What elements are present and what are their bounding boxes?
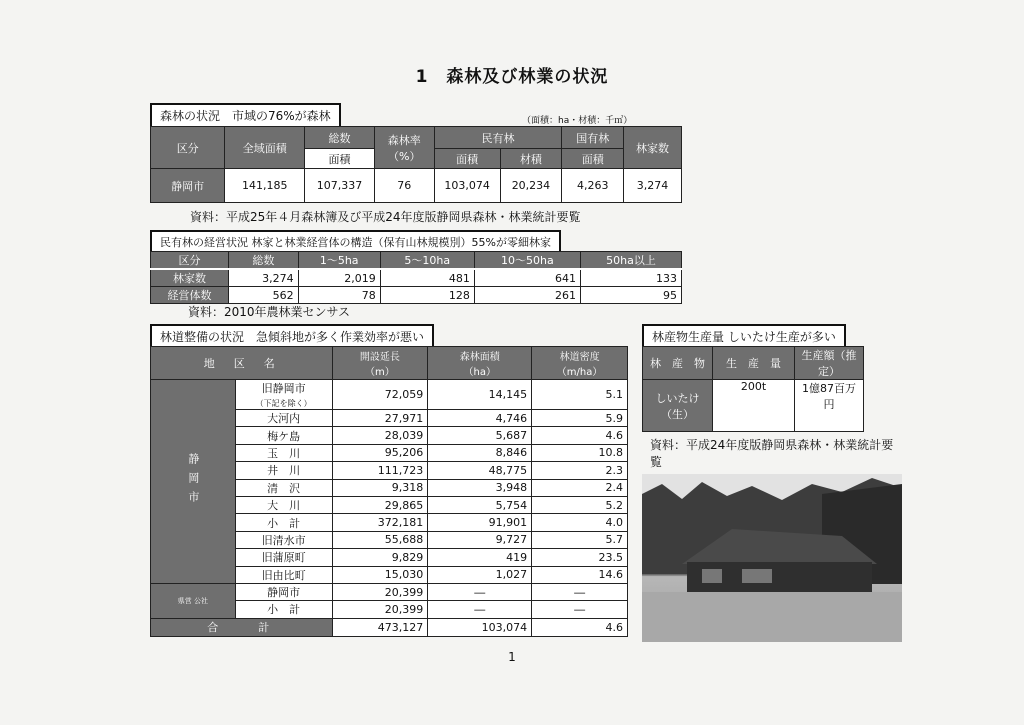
roads-cell-density: 4.6	[532, 427, 628, 444]
mgmt-hdr: 50ha以上	[580, 252, 681, 270]
roads-district-name: 旧静岡市 （下記を除く）	[235, 380, 332, 410]
roads-cell-area: 4,746	[428, 410, 532, 427]
roads-total-density: 4.6	[532, 618, 628, 636]
roads-district-name: 清 沢	[235, 479, 332, 496]
roads-cell-length: 95,206	[332, 444, 428, 461]
roads-cell-length: 72,059	[332, 380, 428, 410]
cell-private-area: 103,074	[434, 169, 500, 203]
roads-hdr-area: 森林面積 （ha）	[428, 347, 532, 380]
roads-cell-area: 9,727	[428, 531, 532, 548]
hdr-private: 民有林	[434, 127, 562, 149]
mgmt-hdr: 区分	[151, 252, 229, 270]
roads-district-name: 小 計	[235, 514, 332, 531]
hdr-total-area: 全域面積	[225, 127, 305, 169]
hdr-total-area-sub: 面積	[305, 149, 375, 169]
roads-cell-area: 1,027	[428, 566, 532, 583]
mgmt-hdr: 1～5ha	[298, 252, 380, 270]
roads-hdr-length: 開設延長 （m）	[332, 347, 428, 380]
roads-table	[150, 346, 628, 637]
roads-district-name: 旧清水市	[235, 531, 332, 548]
mgmt-cell: 261	[474, 287, 580, 304]
hdr-households: 林家数	[624, 127, 682, 169]
mgmt-cell: 78	[298, 287, 380, 304]
management-table	[150, 251, 682, 304]
mgmt-cell: 133	[580, 269, 681, 287]
roads-total-area: 103,074	[428, 618, 532, 636]
roads-cell-density: 5.9	[532, 410, 628, 427]
roads-cell-length: 55,688	[332, 531, 428, 548]
mgmt-hdr: 総数	[229, 252, 299, 270]
roads-total-length: 473,127	[332, 618, 428, 636]
hdr-private-volume: 材積	[500, 149, 562, 169]
mgmt-row-label: 林家数	[151, 269, 229, 287]
roads-cell-density: 10.8	[532, 444, 628, 461]
mgmt-cell: 3,274	[229, 269, 299, 287]
hdr-forest-rate: 森林率 （%）	[374, 127, 434, 169]
mgmt-cell: 562	[229, 287, 299, 304]
prod-hdr-value: 生産額（推定）	[795, 347, 864, 380]
roads-district-name: 小 計	[235, 601, 332, 618]
roads-group-other: 県営 公社	[151, 583, 236, 618]
products-source: 資料：平成24年度版静岡県森林・林業統計要覧	[650, 438, 894, 469]
roads-cell-density: 5.7	[532, 531, 628, 548]
page-number: 1	[508, 650, 516, 664]
roads-cell-area: 3,948	[428, 479, 532, 496]
roads-cell-area: 5,687	[428, 427, 532, 444]
roads-cell-length: 20,399	[332, 583, 428, 600]
roads-cell-density: 5.2	[532, 496, 628, 513]
photo-illustration	[642, 474, 902, 642]
prod-volume: 200t	[713, 380, 795, 432]
cell-private-volume: 20,234	[500, 169, 562, 203]
products-caption: 林産物生産量 しいたけ生産が多い	[642, 324, 846, 349]
roads-cell-area: 8,846	[428, 444, 532, 461]
roads-district-name: 玉 川	[235, 444, 332, 461]
roads-cell-area: 5,754	[428, 496, 532, 513]
forest-building-photo	[642, 474, 902, 642]
roads-cell-density: 2.3	[532, 462, 628, 479]
roads-total-label: 合 計	[151, 618, 333, 636]
forest-status-source: 資料：平成25年４月森林簿及び平成24年度版静岡県森林・林業統計要覧	[190, 210, 581, 224]
roads-cell-length: 372,181	[332, 514, 428, 531]
roads-cell-density: 23.5	[532, 549, 628, 566]
roads-district-name: 旧蒲原町	[235, 549, 332, 566]
mgmt-row-label: 経営体数	[151, 287, 229, 304]
management-caption: 民有林の経営状況 林家と林業経営体の構造（保有山林規模別）55%が零細林家	[150, 230, 561, 254]
roads-cell-area: ―	[428, 583, 532, 600]
mgmt-cell: 2,019	[298, 269, 380, 287]
management-source: 資料：2010年農林業センサス	[188, 305, 351, 319]
roads-cell-length: 28,039	[332, 427, 428, 444]
cell-total-area: 141,185	[225, 169, 305, 203]
roads-cell-length: 29,865	[332, 496, 428, 513]
hdr-national: 国有林	[562, 127, 624, 149]
roads-group-shizuoka: 静岡市	[151, 380, 236, 584]
roads-cell-density: ―	[532, 601, 628, 618]
prod-name: しいたけ（生）	[643, 380, 713, 432]
roads-cell-density: 2.4	[532, 479, 628, 496]
roads-district-name: 梅ケ島	[235, 427, 332, 444]
roads-cell-length: 111,723	[332, 462, 428, 479]
roads-hdr-density: 林道密度 （m/ha）	[532, 347, 628, 380]
roads-cell-area: 419	[428, 549, 532, 566]
roads-district-name: 旧由比町	[235, 566, 332, 583]
hdr-national-area: 面積	[562, 149, 624, 169]
roads-cell-length: 9,829	[332, 549, 428, 566]
cell-rate: 76	[374, 169, 434, 203]
roads-district-name: 大 川	[235, 496, 332, 513]
prod-hdr-item: 林 産 物	[643, 347, 713, 380]
mgmt-cell: 641	[474, 269, 580, 287]
mgmt-cell: 481	[380, 269, 474, 287]
hdr-private-area: 面積	[434, 149, 500, 169]
roads-cell-length: 27,971	[332, 410, 428, 427]
mgmt-hdr: 5～10ha	[380, 252, 474, 270]
roads-cell-length: 15,030	[332, 566, 428, 583]
roads-district-name: 大河内	[235, 410, 332, 427]
roads-district-name: 静岡市	[235, 583, 332, 600]
roads-cell-density: 4.0	[532, 514, 628, 531]
roads-hdr-district: 地 区 名	[151, 347, 333, 380]
roads-cell-area: 14,145	[428, 380, 532, 410]
roads-cell-area: 91,901	[428, 514, 532, 531]
cell-national-area: 4,263	[562, 169, 624, 203]
roads-cell-length: 20,399	[332, 601, 428, 618]
forest-status-caption: 森林の状況 市域の76%が森林	[150, 103, 341, 128]
mgmt-cell: 95	[580, 287, 681, 304]
roads-cell-density: 14.6	[532, 566, 628, 583]
roads-cell-area: ―	[428, 601, 532, 618]
products-table	[642, 346, 864, 432]
roads-cell-density: ―	[532, 583, 628, 600]
mgmt-hdr: 10～50ha	[474, 252, 580, 270]
unit-note: （面積：ha・材積：千㎥）	[522, 116, 633, 126]
hdr-category: 区分	[151, 127, 225, 169]
roads-cell-length: 9,318	[332, 479, 428, 496]
cell-households: 3,274	[624, 169, 682, 203]
prod-value: 1億87百万円	[795, 380, 864, 432]
roads-cell-density: 5.1	[532, 380, 628, 410]
row-name: 静岡市	[151, 169, 225, 203]
mgmt-cell: 128	[380, 287, 474, 304]
roads-cell-area: 48,775	[428, 462, 532, 479]
hdr-total: 総数	[305, 127, 375, 149]
forest-status-table	[150, 126, 682, 203]
roads-caption: 林道整備の状況 急傾斜地が多く作業効率が悪い	[150, 324, 434, 349]
prod-hdr-volume: 生 産 量	[713, 347, 795, 380]
cell-total: 107,337	[305, 169, 375, 203]
page-title: 1 森林及び林業の状況	[415, 67, 609, 87]
roads-district-name: 井 川	[235, 462, 332, 479]
